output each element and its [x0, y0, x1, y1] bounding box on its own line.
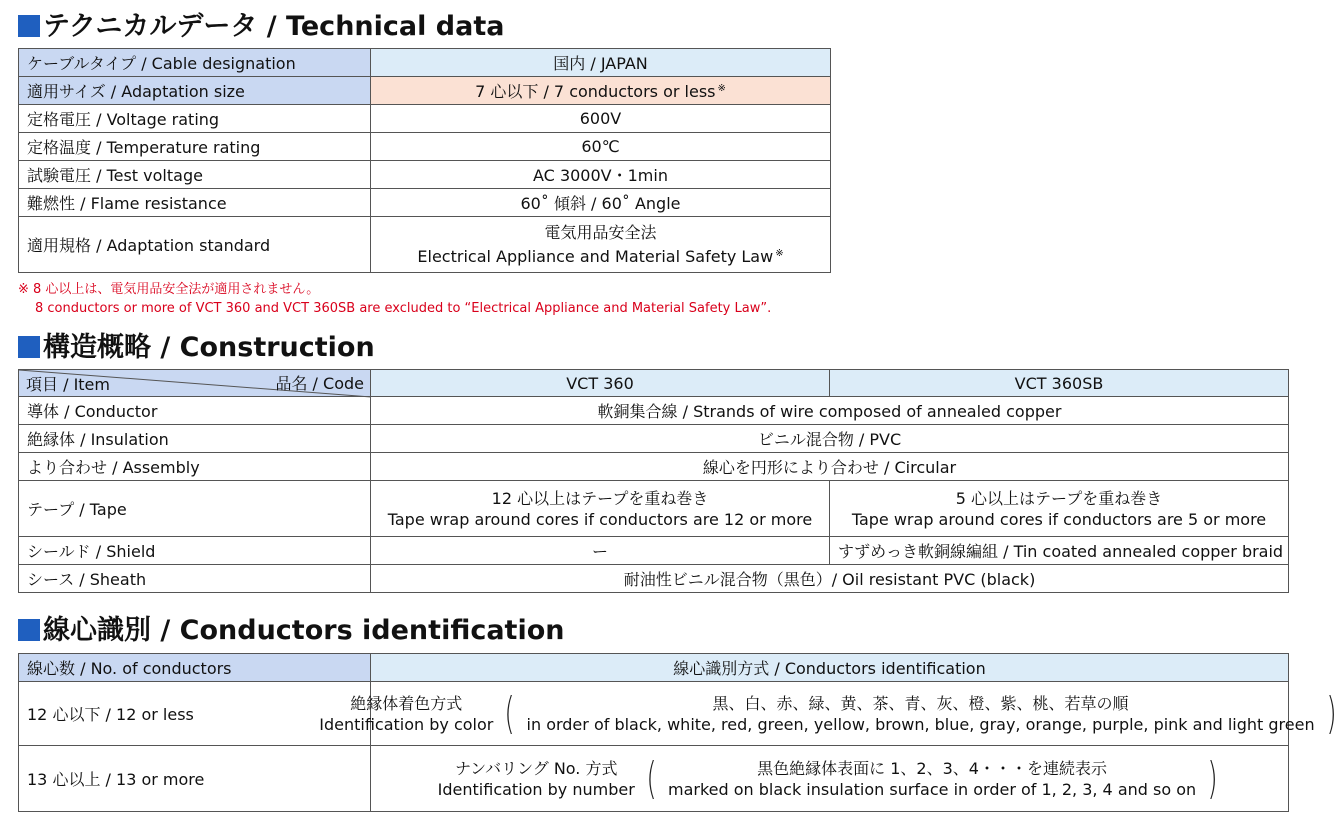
adaptation-standard-value: 電気用品安全法 Electrical Appliance and Material Safety Law ※: [371, 217, 831, 273]
table-row: [19, 565, 1289, 593]
diagonal-header-cell: [19, 370, 371, 397]
table-row: [19, 397, 1289, 425]
shield-vct-360sb: すずめっき軟銅線編組 / Tin coated annealed copper braid: [830, 537, 1289, 565]
table-row: [19, 49, 831, 77]
adaptation-standard-label: 適用規格 / Adaptation standard: [19, 217, 371, 273]
number-identification-cell: ナンバリング No. 方式 Identification by number ( 黒色絶縁体表面に 1、2、3、4・・・を連続表示 marked on black insulation surface in order of 1, 2, 3, 4 and so on ): [371, 746, 1289, 812]
left-paren-icon: (: [646, 752, 657, 804]
test-voltage-label: 試験電圧 / Test voltage: [19, 161, 371, 189]
assembly-label: より合わせ / Assembly: [19, 453, 371, 481]
square-bullet-icon: [18, 15, 40, 37]
tape-vct-360sb: 5 心以上はテープを重ね巻き Tape wrap around cores if conductors are 5 or more: [830, 481, 1289, 537]
color-identification-cell: 絶縁体着色方式 Identification by color ( 黒、白、赤、緑、黄、茶、青、灰、橙、紫、桃、若草の順 in order of black, white, red, green, yellow, brown, blue, gray, orange, purple, pink and light green ): [371, 682, 1289, 746]
footnote: ※ 8 心以上は、電気用品安全法が適用されません。 8 conductors or more of VCT 360 and VCT 360SB are excluded to “Electrical Appliance and Material Safety Law”.: [18, 282, 772, 316]
tape-vct-360: 12 心以上はテープを重ね巻き Tape wrap around cores if conductors are 12 or more: [371, 481, 830, 537]
insulation-value: ビニル混合物 / PVC: [371, 425, 1289, 453]
table-row: [19, 217, 831, 273]
shield-label: シールド / Shield: [19, 537, 371, 565]
square-bullet-icon: [18, 336, 40, 358]
technical-data-title: テクニカルデータ / Technical data: [18, 10, 504, 44]
insulation-label: 絶縁体 / Insulation: [19, 425, 371, 453]
table-row: [19, 481, 1289, 537]
table-row: [19, 370, 1289, 397]
cable-designation-value: 国内 / JAPAN: [371, 49, 831, 77]
square-bullet-icon: [18, 619, 40, 641]
table-row: [19, 453, 1289, 481]
test-voltage-value: AC 3000V・1min: [371, 161, 831, 189]
voltage-rating-label: 定格電圧 / Voltage rating: [19, 105, 371, 133]
conductor-label: 導体 / Conductor: [19, 397, 371, 425]
column-vct-360: VCT 360: [371, 370, 830, 397]
voltage-rating-value: 600V: [371, 105, 831, 133]
table-row: [19, 133, 831, 161]
table-row: [19, 189, 831, 217]
sheath-value: 耐油性ビニル混合物（黒色）/ Oil resistant PVC (black): [371, 565, 1289, 593]
construction-title: 構造概略 / Construction: [18, 331, 375, 365]
table-row: [19, 425, 1289, 453]
construction-table: [18, 369, 1289, 593]
table-row: [19, 105, 831, 133]
twelve-or-less-label: 12 心以下 / 12 or less: [19, 682, 371, 746]
tape-label: テープ / Tape: [19, 481, 371, 537]
identification-title: 線心識別 / Conductors identification: [18, 614, 565, 648]
flame-resistance-label: 難燃性 / Flame resistance: [19, 189, 371, 217]
header-item: 項目 / Item: [26, 375, 110, 394]
adaptation-size-value: 7 心以下 / 7 conductors or less ※: [371, 77, 831, 105]
cable-designation-label: ケーブルタイプ / Cable designation: [19, 49, 371, 77]
temperature-rating-label: 定格温度 / Temperature rating: [19, 133, 371, 161]
shield-vct-360: ー: [371, 537, 830, 565]
identification-header: 線心識別方式 / Conductors identification: [371, 654, 1289, 682]
column-vct-360sb: VCT 360SB: [830, 370, 1289, 397]
table-row: [19, 654, 1289, 682]
identification-table: [18, 653, 1336, 812]
flame-resistance-value: 60˚ 傾斜 / 60˚ Angle: [371, 189, 831, 217]
conductor-count-header: 線心数 / No. of conductors: [19, 654, 371, 682]
footnote-mark: ※: [717, 83, 726, 94]
table-row: [19, 77, 831, 105]
left-paren-icon: (: [504, 687, 516, 739]
sheath-label: シース / Sheath: [19, 565, 371, 593]
thirteen-or-more-label: 13 心以上 / 13 or more: [19, 746, 371, 812]
temperature-rating-value: 60℃: [371, 133, 831, 161]
table-row: [19, 161, 831, 189]
table-row: [19, 682, 1289, 746]
table-row: [19, 746, 1289, 812]
header-code: 品名 / Code: [275, 374, 364, 393]
adaptation-size-label: 適用サイズ / Adaptation size: [19, 77, 371, 105]
table-row: [19, 537, 1289, 565]
right-paren-icon: ): [1326, 687, 1336, 739]
technical-data-table: [18, 48, 831, 273]
footnote-mark: ※: [775, 248, 784, 259]
right-paren-icon: ): [1207, 752, 1218, 804]
conductor-value: 軟銅集合線 / Strands of wire composed of annealed copper: [371, 397, 1289, 425]
assembly-value: 線心を円形により合わせ / Circular: [371, 453, 1289, 481]
